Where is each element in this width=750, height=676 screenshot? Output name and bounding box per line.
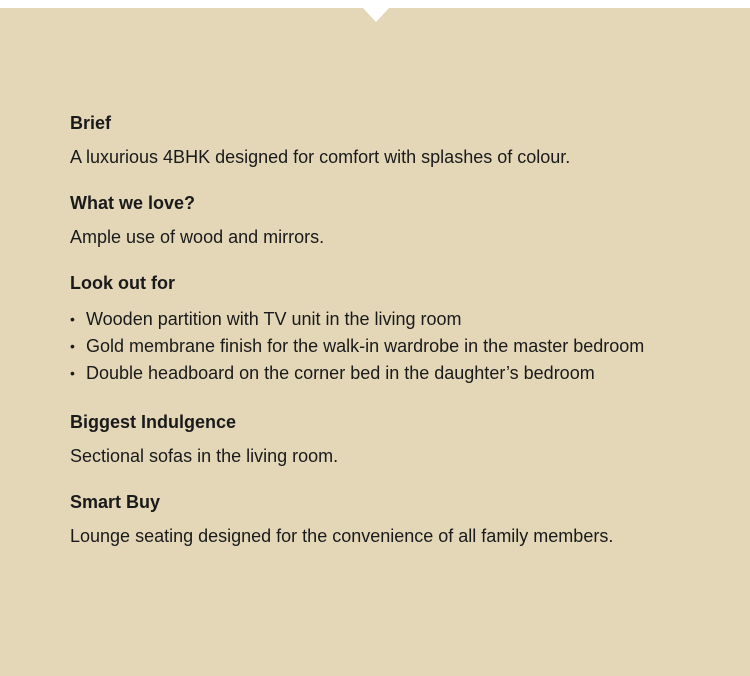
list-item: • Wooden partition with TV unit in the living room — [70, 306, 710, 333]
brief-text: A luxurious 4BHK designed for comfort with splashes of colour. — [70, 147, 571, 167]
smart-buy-heading: Smart Buy — [70, 492, 161, 512]
brief-heading: Brief — [70, 113, 112, 133]
look-out-for-list — [70, 306, 710, 387]
section-smart-buy — [70, 491, 710, 547]
details-content — [70, 112, 710, 571]
section-brief — [70, 112, 710, 168]
biggest-indulgence-heading: Biggest Indulgence — [70, 412, 237, 432]
section-biggest-indulgence — [70, 411, 710, 467]
pointer-notch — [363, 8, 389, 22]
what-we-love-heading: What we love? — [70, 193, 196, 213]
list-item: • Gold membrane finish for the walk-in wardrobe in the master bedroom — [70, 333, 710, 360]
section-what-we-love — [70, 192, 710, 248]
look-out-for-heading: Look out for — [70, 273, 175, 293]
info-panel — [0, 8, 750, 676]
list-item: • Double headboard on the corner bed in the daughter’s bedroom — [70, 360, 710, 387]
section-look-out-for — [70, 272, 710, 387]
biggest-indulgence-text: Sectional sofas in the living room. — [70, 446, 339, 466]
smart-buy-text: Lounge seating designed for the convenience of all family members. — [70, 526, 614, 546]
what-we-love-text: Ample use of wood and mirrors. — [70, 227, 325, 247]
